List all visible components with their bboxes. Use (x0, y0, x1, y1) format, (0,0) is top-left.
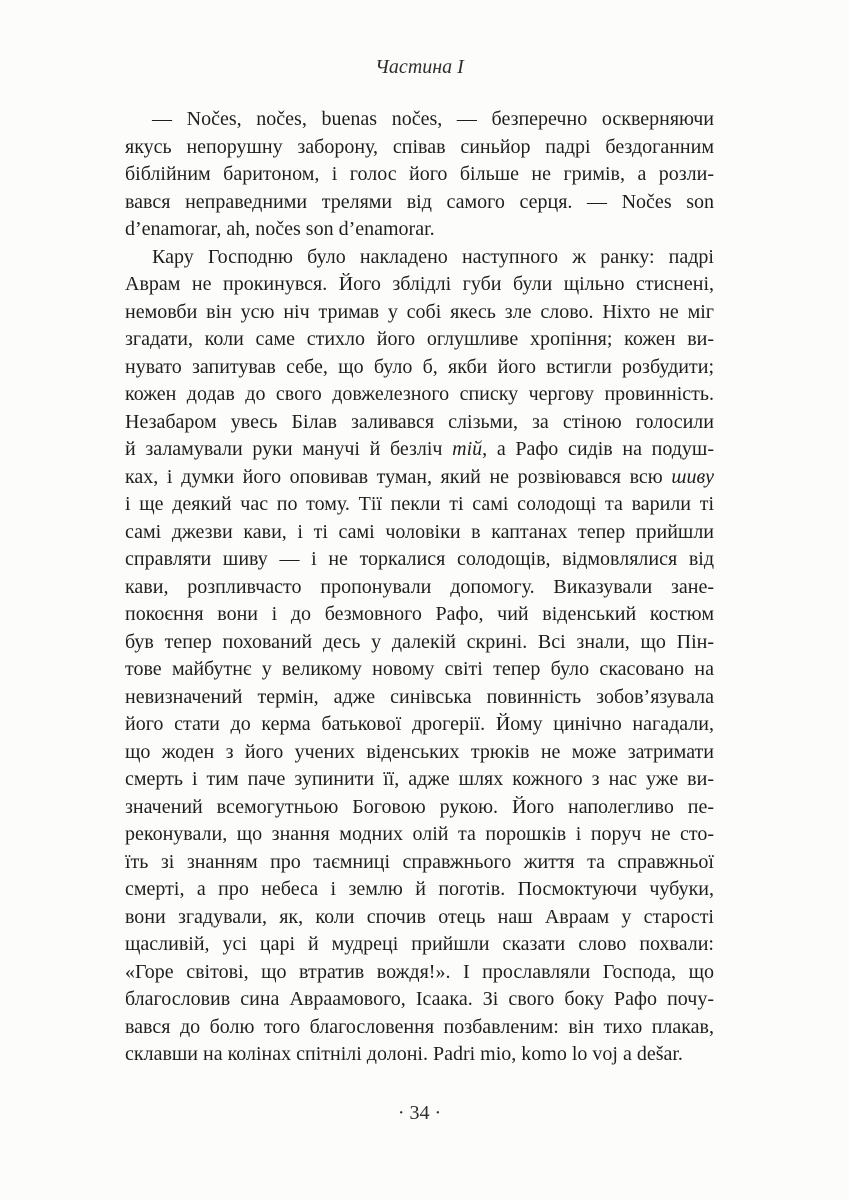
text-line (125, 849, 714, 877)
text-segment: самі джезви кави, і ті самі чоловіки в каптанах тепер прийшли (125, 520, 714, 543)
text-line (125, 106, 714, 134)
text-line (125, 161, 714, 189)
page-number: · 34 · (397, 1102, 442, 1124)
text-line (125, 766, 714, 794)
text-line (125, 299, 714, 327)
text-segment: й заламували руки манучі й безліч (125, 438, 453, 460)
text-segment: нувато запитував себе, що було б, якби його встигли розбудити; (125, 355, 714, 378)
text-segment: смерть і тим паче зупинити її, адже шлях кожного з нас уже ви- (125, 768, 714, 790)
text-segment: ках, і думки його оповивав туман, який не розвіювався всю (125, 465, 672, 488)
text-segment: і ще деякий час по тому. Тії пекли ті самі солодощі та варили ті (125, 493, 714, 515)
text-segment: вався до болю того благословення позбавленим: він тихо плакав, (125, 1015, 714, 1038)
text-line (125, 271, 714, 299)
text-segment: вався неправедними трелями від самого серця. — Nočes son (125, 190, 714, 213)
text-segment: Незабаром увесь Білав заливався слізьми, за стіною голосили (125, 410, 714, 433)
text-line (125, 656, 714, 684)
text-segment: вони згадували, як, коли спочив отець наш Авраам у старості (125, 905, 714, 928)
text-line (125, 794, 714, 822)
text-line (125, 134, 714, 162)
text-line (125, 436, 714, 464)
text-segment: був тепер похований десь у далекій скрині. Всі знали, що Пін- (125, 630, 714, 653)
text-line (125, 381, 714, 409)
text-segment: кожен додав до свого довжелезного списку чергову провинність. (125, 383, 714, 405)
text-segment: невизначений термін, адже синівська повинність зобов’язувала (125, 685, 714, 708)
text-line (125, 629, 714, 657)
text-segment: Аврам не прокинувся. Його зблідлі губи були щільно стиснені, (125, 273, 714, 295)
text-line (125, 931, 714, 959)
text-line (125, 876, 714, 904)
text-line (125, 491, 714, 519)
text-segment: справляти шиву — і не торкалися солодощів, відмовлялися від (125, 548, 714, 570)
text-line (125, 519, 714, 547)
running-head: Частина I (375, 56, 464, 78)
text-line (125, 189, 714, 217)
text-segment: Кару Господню було накладено наступного ж ранку: падрі (152, 245, 714, 268)
text-segment: смерті, а про небеса і землю й поготів. Посмоктуючи чубуки, (125, 878, 714, 900)
text-segment: склавши на колінах спітнілі долоні. Padri mio, komo lo voj a dešar. (125, 1043, 683, 1065)
body-text (125, 106, 714, 1069)
text-line (125, 821, 714, 849)
text-line (125, 546, 714, 574)
text-segment: що жоден з його учених віденських трюків не може затримати (125, 740, 714, 763)
text-segment: їть зі знанням про таємниці справжнього життя та справжньої (125, 850, 714, 873)
paragraph (125, 106, 714, 244)
text-segment: тове майбутнє у великому новому світі тепер було скасовано на (125, 658, 714, 680)
text-segment: , а Рафо сидів на подуш- (482, 438, 714, 460)
text-segment: його стати до керма батькової дрогерії. Йому цинічно нагадали, (125, 713, 714, 735)
text-line (125, 904, 714, 932)
text-segment: благословив сина Авраамового, Ісаака. Зі свого боку Рафо почу- (125, 988, 714, 1010)
text-segment: — Nočes, nočes, buenas nočes, — безперечно оскверняючи (152, 108, 714, 130)
text-line (125, 464, 714, 492)
text-line (125, 959, 714, 987)
text-line (125, 354, 714, 382)
text-line (125, 574, 714, 602)
text-segment: кави, розпливчасто пропонували допомогу. Виказували зане- (125, 575, 714, 598)
text-line (125, 326, 714, 354)
text-segment: щасливій, усі царі й мудреці прийшли сказати слово похвали: (125, 933, 714, 955)
text-line (125, 986, 714, 1014)
text-segment: значений всемогутньою Боговою рукою. Його наполегливо пе- (125, 795, 714, 818)
text-line (125, 711, 714, 739)
text-line (125, 601, 714, 629)
text-segment: згадати, коли саме стихло його оглушливе хропіння; кожен ви- (125, 328, 714, 350)
text-line (125, 409, 714, 437)
text-segment: «Горе світові, що втратив вождя!». І прославляли Господа, що (125, 960, 714, 983)
text-line (125, 1014, 714, 1042)
text-line (125, 739, 714, 767)
text-segment: якусь непорушну заборону, співав синьйор падрі бездоганним (125, 135, 714, 158)
text-segment: покоєння вони і до безмовного Рафо, чий віденський костюм (125, 603, 714, 625)
text-segment: d’enamorar, ah, nočes son d’enamorar. (125, 218, 435, 240)
paragraph (125, 244, 714, 1069)
italic-text: шиву (671, 465, 714, 488)
text-line (125, 216, 714, 244)
text-line (125, 684, 714, 712)
text-segment: реконували, що знання модних олій та порошків і поруч не сто- (125, 823, 714, 845)
text-line (125, 244, 714, 272)
italic-text: тій (452, 438, 483, 460)
text-line (125, 1041, 714, 1069)
text-segment: немовби він усю ніч тримав у собі якесь зле слово. Ніхто не міг (125, 300, 714, 323)
text-segment: біблійним баритоном, і голос його більше не гримів, а розли- (125, 163, 714, 185)
